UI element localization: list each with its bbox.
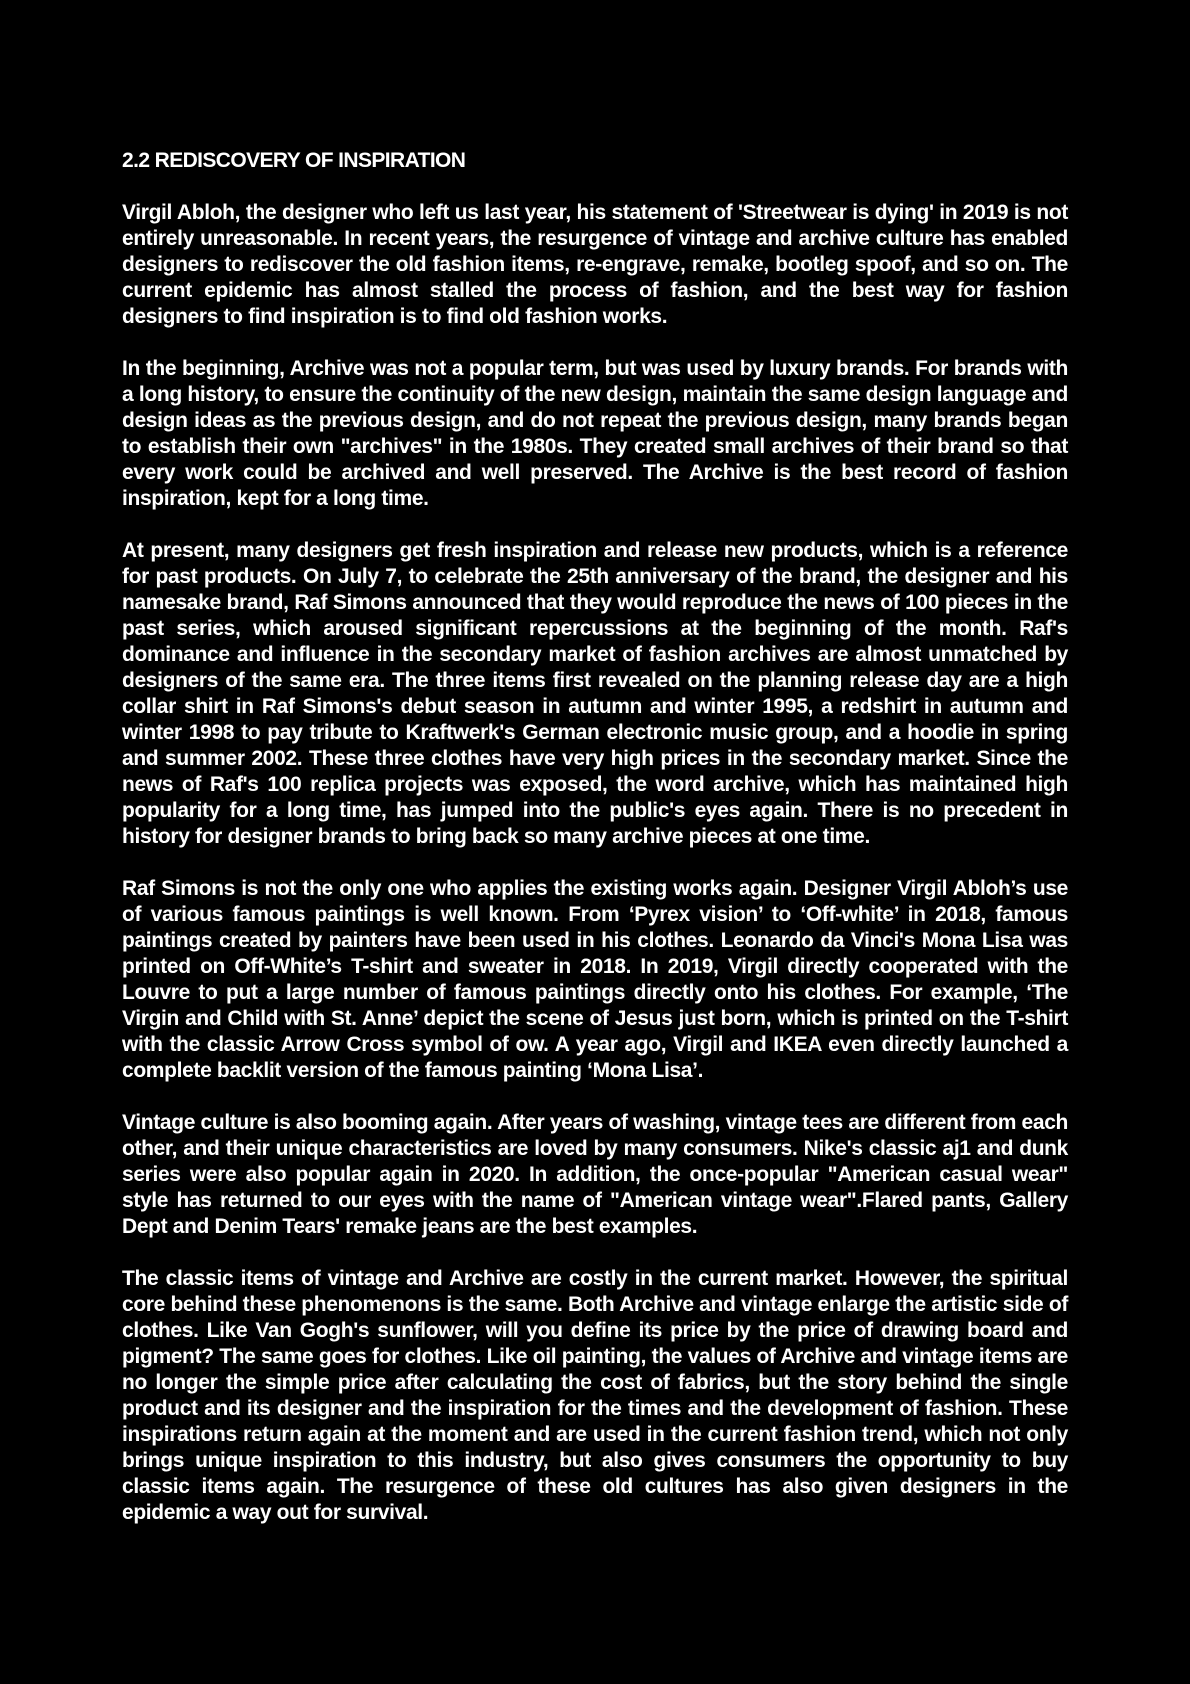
section-heading: 2.2 REDISCOVERY OF INSPIRATION <box>122 149 466 172</box>
paragraph-vintage-culture: Vintage culture is also booming again. After years of washing, vintage tees are different from each other, and their unique characteristics are loved by many consumers. Nike's classic aj1 and dunk series were also popular again in 2020. In addition, the once-popular "American casual wear" style has returned to our eyes with the name of "American vintage wear".Flared pants, Gallery Dept and Denim Tears' remake jeans are the best examples. <box>122 1111 1068 1238</box>
paragraph-raf-simons-archive: At present, many designers get fresh inspiration and release new products, which is a reference for past products. On July 7, to celebrate the 25th anniversary of the brand, the designer and his namesake brand, Raf Simons announced that they would reproduce the news of 100 pieces in the past series, which aroused significant repercussions at the beginning of the month. Raf's dominance and influence in the secondary market of fashion archives are almost unmatched by designers of the same era. The three items first revealed on the planning release day are a high collar shirt in Raf Simons's debut season in autumn and winter 1995, a redshirt in autumn and winter 1998 to pay tribute to Kraftwerk's German electronic music group, and a hoodie in spring and summer 2002. These three clothes have very high prices in the secondary market. Since the news of Raf's 100 replica projects was exposed, the word archive, which has maintained high popularity for a long time, has jumped into the public's eyes again. There is no precedent in history for designer brands to bring back so many archive pieces at one time. <box>122 539 1068 848</box>
paragraph-virgil-abloh: Virgil Abloh, the designer who left us last year, his statement of 'Streetwear is dying' in 2019 is not entirely unreasonable. In recent years, the resurgence of vintage and archive culture has enabled designers to rediscover the old fashion items, re-engrave, remake, bootleg spoof, and so on. The current epidemic has almost stalled the process of fashion, and the best way for fashion designers to find inspiration is to find old fashion works. <box>122 201 1068 328</box>
paragraph-archive-origin: In the beginning, Archive was not a popular term, but was used by luxury brands. For brands with a long history, to ensure the continuity of the new design, maintain the same design language and design ideas as the previous design, and do not repeat the previous design, many brands began to establish their own "archives" in the 1980s. They created small archives of their brand so that every work could be archived and well preserved. The Archive is the best record of fashion inspiration, kept for a long time. <box>122 357 1068 510</box>
document-page <box>122 148 1068 1552</box>
paragraph-conclusion: The classic items of vintage and Archive are costly in the current market. However, the spiritual core behind these phenomenons is the same. Both Archive and vintage enlarge the artistic side of clothes. Like Van Gogh's sunflower, will you define its price by the price of drawing board and pigment? The same goes for clothes. Like oil painting, the values of Archive and vintage items are no longer the simple price after calculating the cost of fabrics, but the story behind the single product and its designer and the inspiration for the times and the development of fashion. These inspirations return again at the moment and are used in the current fashion trend, which not only brings unique inspiration to this industry, but also gives consumers the opportunity to buy classic items again. The resurgence of these old cultures has also given designers in the epidemic a way out for survival. <box>122 1267 1068 1524</box>
paragraph-famous-paintings: Raf Simons is not the only one who applies the existing works again. Designer Virgil Abloh’s use of various famous paintings is well known. From ‘Pyrex vision’ to ‘Off-white’ in 2018, famous paintings created by painters have been used in his clothes. Leonardo da Vinci's Mona Lisa was printed on Off-White’s T-shirt and sweater in 2018. In 2019, Virgil directly cooperated with the Louvre to put a large number of famous paintings directly onto his clothes. For example, ‘The Virgin and Child with St. Anne’ depict the scene of Jesus just born, which is printed on the T-shirt with the classic Arrow Cross symbol of ow. A year ago, Virgil and IKEA even directly launched a complete backlit version of the famous painting ‘Mona Lisa’. <box>122 877 1068 1082</box>
